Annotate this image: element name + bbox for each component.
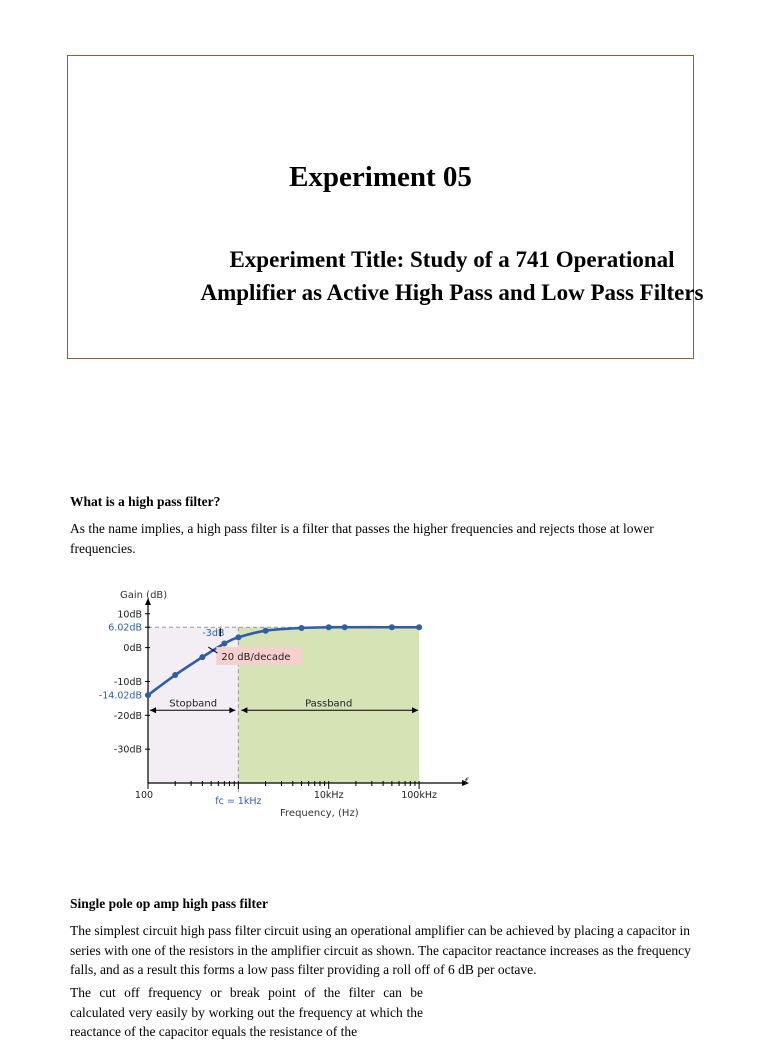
y-tick-label: -14.02dB [98,690,142,702]
x-tick-label: 10kHz [313,790,344,801]
gain-data-point [235,634,241,640]
high-pass-definition-paragraph: As the name implies, a high pass filter is a filter that passes the higher frequencies and rejects those at lower frequencies. [70,521,654,556]
slope-label: 20 dB/decade [221,652,291,664]
y-tick-label: 6.02dB [108,622,142,634]
x-axis-label: Frequency, (Hz) [280,808,359,819]
experiment-title-box [67,55,704,359]
minus-3db-label: -3dB [202,628,225,640]
y-tick-label: -20dB [113,710,142,722]
gain-data-point [221,641,227,647]
y-tick-label: -10dB [113,676,142,688]
x-tick-label: 100kHz [401,790,437,801]
gain-data-point [416,624,422,630]
y-tick-label: 0dB [123,643,142,655]
experiment-number: Experiment 05 [289,161,472,193]
x-tick-label: fc = 1kHz [215,796,262,807]
y-tick-label: -30dB [113,744,142,756]
gain-data-point [326,624,332,630]
passband-label: Passband [305,698,353,710]
gain-data-point [145,692,151,698]
single-pole-paragraph: The simplest circuit high pass filter circuit using an operational amplifier can be achieved by placing a capacitor in series with one of the resistors in the amplifier circuit as shown. The capacitor reactance increases as the frequency falls, and as a result this forms a low pass filter providing a roll off of 6 dB per octave. [70,923,691,977]
stopband-label: Stopband [169,698,218,710]
gain-data-point [342,624,348,630]
y-axis-label: Gain (dB) [120,590,168,601]
experiment-title: Experiment Title: Study of a 741 Operational Amplifier as Active High Pass and Low Pass Filters [200,247,704,305]
y-tick-label: 10dB [117,609,142,621]
gain-data-point [199,654,205,660]
section-heading-high-pass: What is a high pass filter? [70,494,221,509]
gain-data-point [299,625,305,631]
x-tick-label: 100 [134,790,154,801]
gain-data-point [389,624,395,630]
x-axis-symbol: f [464,777,468,788]
section-heading-single-pole: Single pole op amp high pass filter [70,896,269,911]
high-pass-filter-chart [90,585,480,825]
gain-data-point [263,628,269,634]
gain-data-point [172,672,178,678]
cutoff-frequency-paragraph: The cut off frequency or break point of the filter can be calculated very easily by working out the frequency at which the reactance of the capacitor equals the resistance of the [70,985,423,1039]
